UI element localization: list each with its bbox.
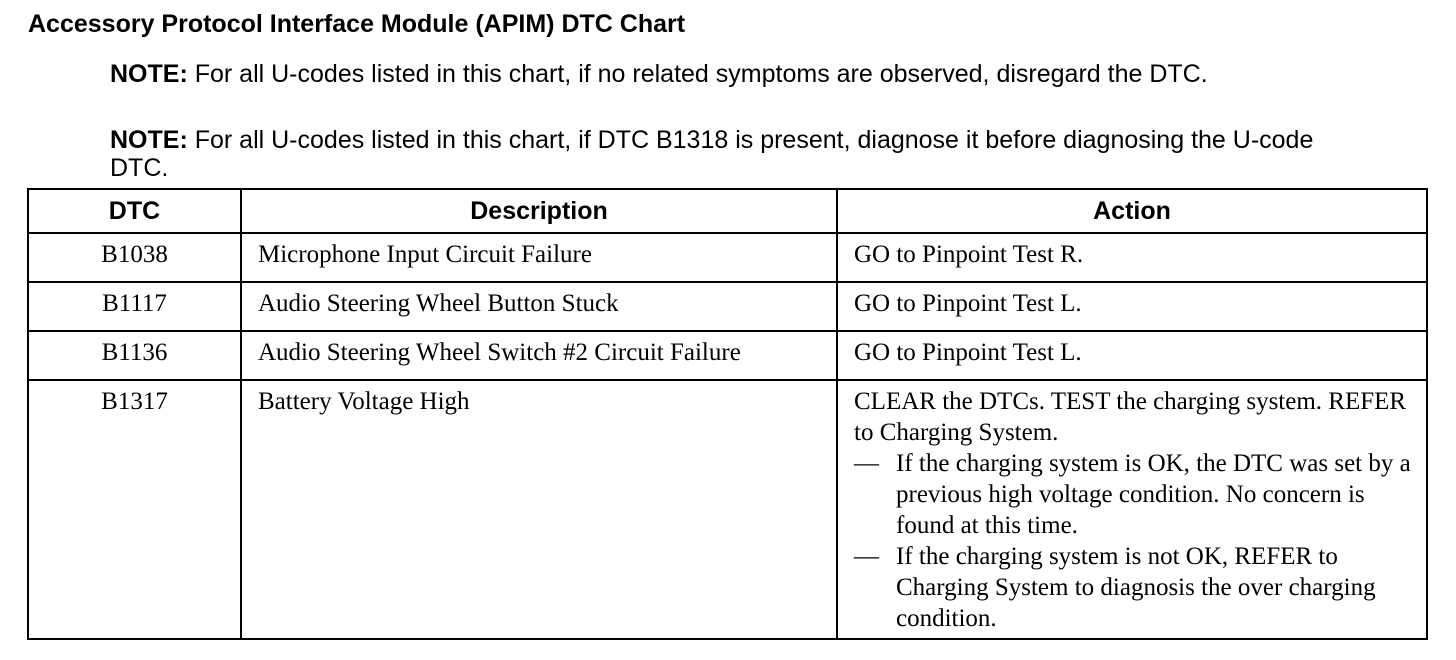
action-bullet-text: If the charging system is not OK, REFER to Charging System to diagnosis the over charging condition. xyxy=(896,543,1376,632)
column-header-description: Description xyxy=(241,189,837,233)
action-bullet-text: If the charging system is OK, the DTC was set by a previous high voltage condition. No concern is found at this time. xyxy=(896,450,1411,539)
dtc-description: Microphone Input Circuit Failure xyxy=(241,233,837,282)
action-bullet xyxy=(854,541,1418,634)
dtc-action-cell xyxy=(837,380,1427,639)
dtc-code: B1038 xyxy=(28,233,241,282)
dtc-action: GO to Pinpoint Test L. xyxy=(837,331,1427,380)
bullet-dash: — xyxy=(854,450,879,477)
table-row xyxy=(28,380,1427,639)
table-row xyxy=(28,331,1427,380)
table-header-row xyxy=(28,189,1427,233)
dtc-code: B1136 xyxy=(28,331,241,380)
dtc-table xyxy=(27,188,1428,640)
page-title: Accessory Protocol Interface Module (APIM) DTC Chart xyxy=(28,10,686,38)
table-row xyxy=(28,233,1427,282)
dtc-code: B1317 xyxy=(28,380,241,639)
dtc-action: CLEAR the DTCs. TEST the charging system. REFER to Charging System. xyxy=(854,388,1407,446)
bullet-dash: — xyxy=(854,543,879,570)
column-header-action: Action xyxy=(837,189,1427,233)
column-header-dtc: DTC xyxy=(28,189,241,233)
dtc-description: Audio Steering Wheel Switch #2 Circuit Failure xyxy=(241,331,837,380)
dtc-description: Audio Steering Wheel Button Stuck xyxy=(241,282,837,331)
note-2-label: NOTE: xyxy=(110,126,188,154)
dtc-code: B1117 xyxy=(28,282,241,331)
note-1-text: For all U-codes listed in this chart, if no related symptoms are observed, disregard the DTC. xyxy=(187,60,1208,88)
dtc-description: Battery Voltage High xyxy=(241,380,837,639)
note-2-text: For all U-codes listed in this chart, if DTC B1318 is present, diagnose it before diagnosing the U-code DTC. xyxy=(110,126,1314,182)
note-2 xyxy=(110,126,1330,182)
note-1-label: NOTE: xyxy=(110,60,188,88)
action-bullet xyxy=(854,448,1418,541)
dtc-action: GO to Pinpoint Test R. xyxy=(837,233,1427,282)
table-row xyxy=(28,282,1427,331)
dtc-action: GO to Pinpoint Test L. xyxy=(837,282,1427,331)
note-1 xyxy=(110,60,1330,88)
